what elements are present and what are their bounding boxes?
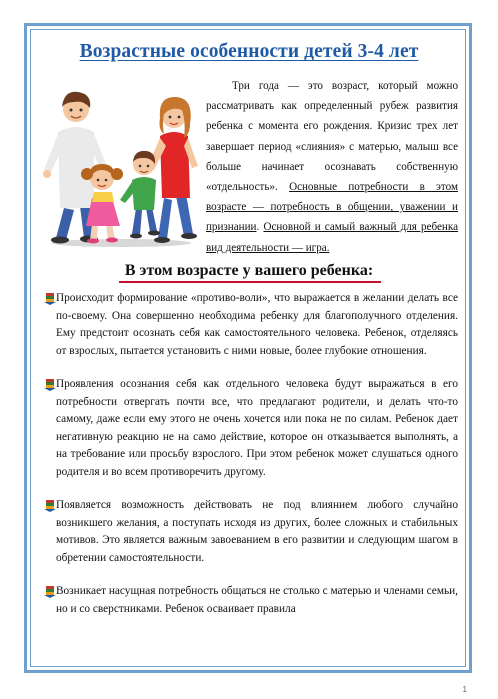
list-item [44,583,458,618]
list-item [44,376,458,481]
bullet-list [44,290,458,618]
list-item-text: Проявления осознания себя как отдельного человека будут выражаться в его потребности отвергать почти все, что предлагают родители, и делать что-то самому, даже если ему этого не очень хочется или пока не по силам. Ребенок дает негативную реакцию не на само действие, которое он отказывается выполнять, а на требование или просьбу взрослого. При этом ребенок может слушаться одного родителя и во всем противоречить другому. [56,378,458,478]
document-title: Возрастные особенности детей 3-4 лет [79,41,419,62]
intro-key-needs: Основные потребности в этом возрасте — потребность в общении, уважении и признании [206,181,458,234]
list-item [44,290,458,360]
intro-text: Три года — это возраст, который можно рассматривать как определенный рубеж развития ребенка с момента его рождения. Кризис трех лет завершает период «слияния» с матерью, малыш все больше начинает осознавать собственную «отдельность». [206,80,458,194]
page-number: 1 [462,685,467,694]
colored-arrow-bullet-icon [44,499,56,512]
colored-arrow-bullet-icon [44,585,56,598]
family-illustration [36,80,206,250]
section-heading-underline [119,281,381,283]
list-item [44,497,458,567]
colored-arrow-bullet-icon [44,378,56,391]
intro-main-activity: Основной и самый важный для ребенка вид деятельности — игра. [206,221,458,254]
list-item-text: Происходит формирование «противо-воли», что выражается в желании делать все по-своему. Она совершенно необходима ребенку для благополучного отделения. Ему предстоит осознать себя как самостоятельного человека. Ребенок, отделяясь от взрослых, пытается установить с ними новые, более глубокие отношения. [56,292,458,357]
list-item-text: Появляется возможность действовать не под влиянием любого случайно возникшего желания, а поступать исходя из других, более сложных и стабильных мотивов. Это является важным завоеванием в его развитии и следующим шагом в обретении самостоятельности. [56,499,458,564]
intro-paragraph [206,76,458,258]
colored-arrow-bullet-icon [44,292,56,305]
intro-separator: . [256,221,264,234]
section-heading: В этом возрасте у вашего ребенка: [124,262,374,279]
list-item-text: Возникает насущная потребность общаться не столько с матерью и членами семьи, но и со сверстниками. Ребенок осваивает правила [56,585,458,615]
